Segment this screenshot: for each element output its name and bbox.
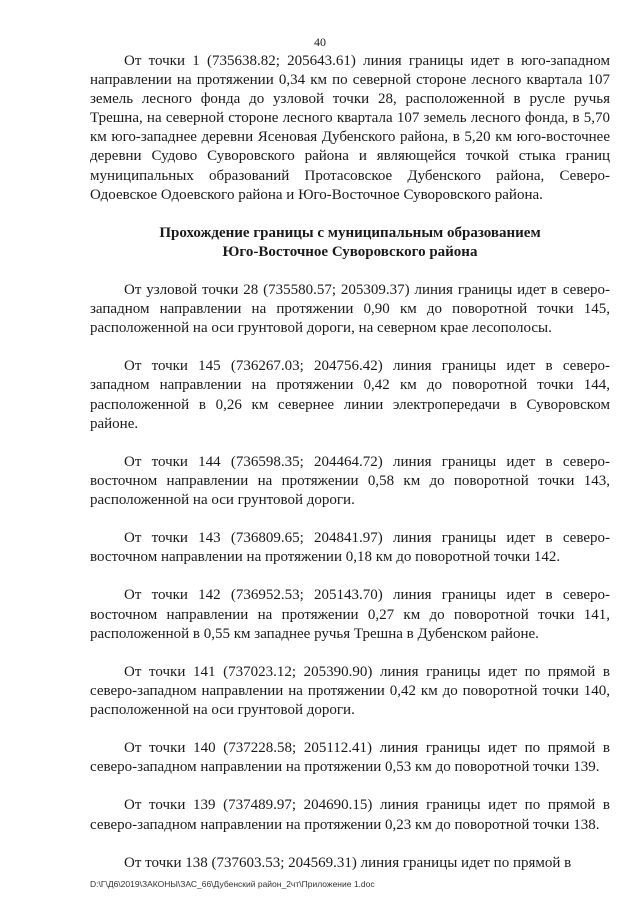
paragraph-point-138: От точки 138 (737603.53; 204569.31) линия границы идет по прямой в (124, 854, 572, 871)
paragraph-point-145: От точки 145 (736267.03; 204756.42) линия границы идет в северо-западном направлении на протяжении 0,42 км до поворотной точки 144, расположенной в 0,26 км севернее линии электропередачи в Суворовском районе. (90, 358, 610, 432)
paragraph-point-142: От точки 142 (736952.53; 205143.70) линия границы идет в северо-восточном направлении на протяжении 0,27 км до поворотной точки 141, расположенной в 0,55 км западнее ручья Трешна в Дубенском районе. (90, 587, 610, 642)
paragraph-point-139: От точки 139 (737489.97; 204690.15) линия границы идет по прямой в северо-западном направлении на протяжении 0,23 км до поворотной точки 138. (90, 797, 610, 833)
paragraph-point-141: От точки 141 (737023.12; 205390.90) линия границы идет по прямой в северо-западном направлении на протяжении 0,42 км до поворотной точки 140, расположенной на оси грунтовой дороги. (90, 663, 610, 718)
section-heading (90, 224, 610, 262)
section-heading-line-1: Прохождение границы с муниципальным образованием (159, 224, 541, 241)
intro-paragraph: От точки 1 (735638.82; 205643.61) линия границы идет в юго-западном направлении на протяжении 0,34 км по северной стороне лесного квартала 107 земель лесного фонда до узловой точки 28, расположенной в русле ручья Трешна, на северной стороне лесного квартала 107 земель лесного фонда, в 5,70 км юго-западнее деревни Ясеновая Дубенского района, в 5,20 км юго-восточнее деревни Судово Суворовского района и являющейся точкой стыка границ муниципальных образований Протасовское Дубенского района, Северо-Одоевское Одоевского района и Юго-Восточное Суворовского района. (90, 53, 610, 203)
file-path-footer: D:\Г\Д6\2019\ЗАКОНЫ\ЗАС_66\Дубенский район_2чт\Приложение 1.doc (90, 879, 375, 889)
document-body (90, 52, 610, 892)
paragraph-point-28: От узловой точки 28 (735580.57; 205309.37) линия границы идет в северо-западном направлении на протяжении 0,90 км до поворотной точки 145, расположенной на оси грунтовой дороги, на северном крае лесополосы. (90, 281, 610, 337)
paragraph-point-140: От точки 140 (737228.58; 205112.41) линия границы идет по прямой в северо-западном направлении на протяжении 0,53 км до поворотной точки 139. (90, 740, 610, 776)
paragraph-point-143: От точки 143 (736809.65; 204841.97) линия границы идет в северо-восточном направлении на протяжении 0,18 км до поворотной точки 142. (90, 530, 610, 566)
paragraph-point-144: От точки 144 (736598.35; 204464.72) линия границы идет в северо-восточном направлении на протяжении 0,58 км до поворотной точки 143, расположенной на оси грунтовой дороги. (90, 453, 610, 508)
section-heading-line-2: Юго-Восточное Суворовского района (222, 243, 478, 260)
page-number: 40 (314, 35, 326, 49)
